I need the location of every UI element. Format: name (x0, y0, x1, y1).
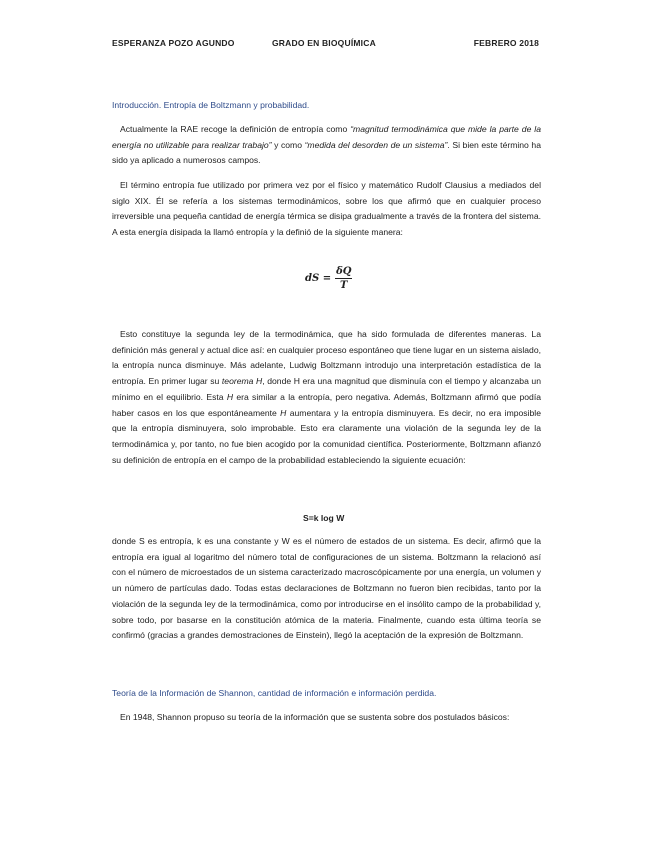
quote-medida: “medida del desorden de un sistema” (304, 139, 448, 150)
text: era similar a la entropía, pero negativa. Además, Boltzmann afirmó que podía haber casos en los que espontáneamente (112, 391, 541, 418)
term-h: H (280, 407, 287, 418)
clausius-formula (305, 266, 352, 291)
text: aumentara y la entropía disminuyera. Es decir, no era imposible que la entropía disminuyera, solo improbable. Esto era claramente una violación de la segunda ley de la termodinámica y, por tanto, no fue bien acogido por la comunidad científica. Posteriormente, Boltzmann afianzó su definición de entropía en el campo de la probabilidad estableciendo la siguiente ecuación: (112, 407, 541, 465)
paragraph-shannon (112, 710, 541, 726)
paragraph-boltzmann-definition (112, 534, 541, 644)
formula-fraction (335, 266, 352, 291)
header-author: ESPERANZA POZO AGUNDO (112, 38, 235, 48)
header-date: FEBRERO 2018 (473, 38, 539, 48)
text: , donde H era una magnitud que disminuía con el tiempo y alcanzaba un mínimo en el equilibrio. Esta (112, 376, 541, 402)
formula-denominator: T (340, 280, 348, 291)
paragraph-clausius (112, 178, 541, 241)
text: donde S es entropía, k es una constante y W es el número de estados de un sistema. Es decir, afirmó que la entropía era igual al logaritmo del número total de configuraciones de un sistema. Boltzmann la relacionó así con el número de microestados de un sistema caracterizado macroscópicamente por una energía, un volumen y un número de partículas dado. Todas estas declaraciones de Boltzmann no fueron bien recibidas, tanto por la violación de la segunda ley de la termodinámica, como por introducirse en el insólito campo de la probabilidad y, sobre todo, por basarse en la constitución atómica de la materia. Finalmente, cuando esta última teoría se confirmó (gracias a grandes demostraciones de Einstein), llegó la aceptación de la expresión de Boltzmann. (112, 536, 541, 641)
formula-numerator: δQ (336, 266, 352, 277)
paragraph-second-law (112, 327, 541, 468)
quote-magnitud: “magnitud termodinámica que mide la parte de la energía no utilizable para realizar trabajo” (112, 124, 541, 150)
paragraph-rae-definition (112, 122, 541, 169)
text: Esto constituye la segunda ley de la termodinámica, que ha sido formulada de diferentes maneras. La definición más general y actual dice así: en cualquier proceso espontáneo que tiene lugar en un sistema aislado, la entropía nunca disminuye. Más adelante, Ludwig Boltzmann introdujo una interpretación estadística de la entropía. En primer lugar su (112, 329, 542, 387)
section-heading-boltzmann: Introducción. Entropía de Boltzmann y probabilidad. (112, 100, 310, 110)
text: Actualmente la RAE recoge la definición de entropía como (120, 124, 351, 134)
text: En 1948, Shannon propuso su teoría de la información que se sustenta sobre dos postulados básicos: (120, 712, 510, 722)
term-h: H (226, 391, 234, 402)
text: . Si bien este término ha sido ya aplicado a numerosos campos. (112, 139, 541, 166)
formula-lhs: dS = (305, 273, 332, 284)
header-degree: GRADO EN BIOQUÍMICA (272, 38, 376, 48)
term-teorema-h: teorema H (221, 376, 263, 387)
text: y como (271, 139, 305, 150)
boltzmann-equation: S=k log W (303, 513, 345, 523)
section-heading-shannon: Teoría de la Información de Shannon, cantidad de información e información perdida. (112, 688, 437, 698)
text: El término entropía fue utilizado por primera vez por el físico y matemático Rudolf Clausius a mediados del siglo XIX. Él se refería a los sistemas termodinámicos, sobre los que afirmó que en cualquier proceso irreversible una pequeña cantidad de energía térmica se disipa gradualmente a través de la frontera del sistema. A esta energía disipada la llamó entropía y la definió de la siguiente manera: (112, 180, 541, 238)
